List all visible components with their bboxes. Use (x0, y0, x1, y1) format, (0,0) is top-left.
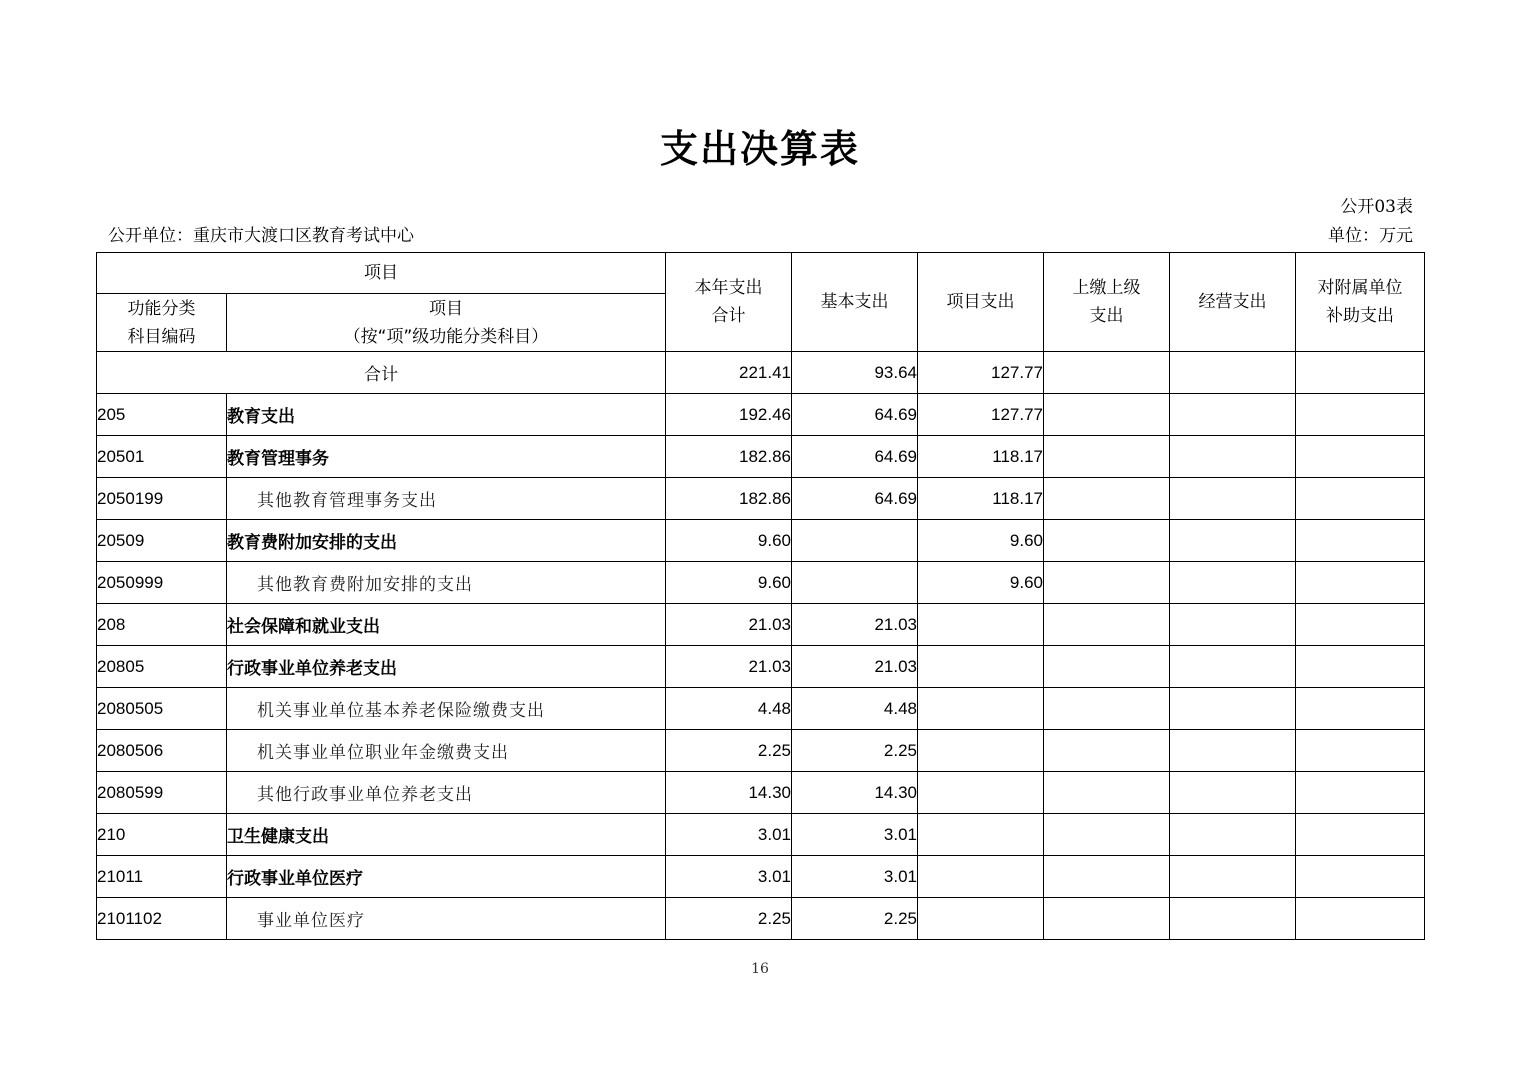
total-cell: 182.86 (666, 478, 792, 520)
header-project: 项目 (97, 253, 666, 294)
basic-cell: 4.48 (792, 688, 918, 730)
table-row (97, 562, 1425, 604)
oper-cell (1170, 898, 1296, 940)
code-cell: 210 (97, 814, 227, 856)
header-name: 项目 （按“项”级功能分类科目） (227, 294, 666, 352)
code-cell: 20501 (97, 436, 227, 478)
expenditure-table (96, 252, 1425, 940)
proj-cell (918, 604, 1044, 646)
total-cell: 3.01 (666, 856, 792, 898)
proj-cell (918, 856, 1044, 898)
code-cell: 2050199 (97, 478, 227, 520)
proj-cell: 118.17 (918, 436, 1044, 478)
proj-cell (918, 898, 1044, 940)
basic-cell: 64.69 (792, 436, 918, 478)
upper-cell (1044, 688, 1170, 730)
sub-cell (1296, 688, 1425, 730)
name-cell: 机关事业单位职业年金缴费支出 (227, 730, 666, 772)
oper-cell (1170, 856, 1296, 898)
name-cell: 机关事业单位基本养老保险缴费支出 (227, 688, 666, 730)
code-cell: 205 (97, 394, 227, 436)
total-upper (1044, 352, 1170, 394)
code-cell: 20805 (97, 646, 227, 688)
table-header (97, 253, 1425, 352)
table-row (97, 478, 1425, 520)
total-cell: 2.25 (666, 898, 792, 940)
upper-cell (1044, 604, 1170, 646)
oper-cell (1170, 604, 1296, 646)
total-cell: 21.03 (666, 646, 792, 688)
form-number: 公开03表 (1340, 197, 1413, 217)
table-row (97, 604, 1425, 646)
total-cell: 14.30 (666, 772, 792, 814)
sub-cell (1296, 646, 1425, 688)
table-row (97, 814, 1425, 856)
table-row (97, 436, 1425, 478)
name-cell: 教育支出 (227, 394, 666, 436)
total-total: 221.41 (666, 352, 792, 394)
basic-cell: 2.25 (792, 898, 918, 940)
table-row (97, 772, 1425, 814)
sub-cell (1296, 394, 1425, 436)
basic-cell: 21.03 (792, 646, 918, 688)
total-cell: 192.46 (666, 394, 792, 436)
name-cell: 事业单位医疗 (227, 898, 666, 940)
header-sub: 对附属单位 补助支出 (1296, 253, 1425, 352)
oper-cell (1170, 646, 1296, 688)
table-row (97, 520, 1425, 562)
basic-cell: 64.69 (792, 394, 918, 436)
name-cell: 其他教育管理事务支出 (227, 478, 666, 520)
header-proj: 项目支出 (918, 253, 1044, 352)
basic-cell: 3.01 (792, 856, 918, 898)
table-row (97, 856, 1425, 898)
total-row (97, 352, 1425, 394)
upper-cell (1044, 730, 1170, 772)
sub-cell (1296, 856, 1425, 898)
table-row (97, 394, 1425, 436)
header-upper: 上缴上级 支出 (1044, 253, 1170, 352)
name-cell: 教育管理事务 (227, 436, 666, 478)
upper-cell (1044, 856, 1170, 898)
total-cell: 4.48 (666, 688, 792, 730)
table-row (97, 730, 1425, 772)
header-total: 本年支出 合计 (666, 253, 792, 352)
sub-cell (1296, 730, 1425, 772)
oper-cell (1170, 394, 1296, 436)
basic-cell: 64.69 (792, 478, 918, 520)
code-cell: 2050999 (97, 562, 227, 604)
reporting-unit: 公开单位：重庆市大渡口区教育考试中心 (108, 226, 414, 246)
sub-cell (1296, 520, 1425, 562)
name-cell: 其他行政事业单位养老支出 (227, 772, 666, 814)
total-cell: 182.86 (666, 436, 792, 478)
total-cell: 2.25 (666, 730, 792, 772)
basic-cell: 14.30 (792, 772, 918, 814)
upper-cell (1044, 478, 1170, 520)
total-sub (1296, 352, 1425, 394)
table-row (97, 646, 1425, 688)
total-cell: 9.60 (666, 562, 792, 604)
basic-cell (792, 562, 918, 604)
code-cell: 2080505 (97, 688, 227, 730)
code-cell: 20509 (97, 520, 227, 562)
proj-cell: 9.60 (918, 520, 1044, 562)
upper-cell (1044, 898, 1170, 940)
code-cell: 2080506 (97, 730, 227, 772)
proj-cell (918, 646, 1044, 688)
upper-cell (1044, 772, 1170, 814)
name-cell: 卫生健康支出 (227, 814, 666, 856)
name-cell: 行政事业单位养老支出 (227, 646, 666, 688)
total-cell: 3.01 (666, 814, 792, 856)
proj-cell (918, 772, 1044, 814)
proj-cell (918, 730, 1044, 772)
sub-cell (1296, 898, 1425, 940)
sub-cell (1296, 772, 1425, 814)
total-oper (1170, 352, 1296, 394)
sub-cell (1296, 436, 1425, 478)
code-cell: 21011 (97, 856, 227, 898)
sub-cell (1296, 478, 1425, 520)
basic-cell (792, 520, 918, 562)
total-cell: 9.60 (666, 520, 792, 562)
total-basic: 93.64 (792, 352, 918, 394)
basic-cell: 3.01 (792, 814, 918, 856)
oper-cell (1170, 772, 1296, 814)
basic-cell: 2.25 (792, 730, 918, 772)
proj-cell: 9.60 (918, 562, 1044, 604)
proj-cell: 127.77 (918, 394, 1044, 436)
table-row (97, 688, 1425, 730)
basic-cell: 21.03 (792, 604, 918, 646)
sub-cell (1296, 562, 1425, 604)
proj-cell (918, 814, 1044, 856)
oper-cell (1170, 814, 1296, 856)
header-oper: 经营支出 (1170, 253, 1296, 352)
name-cell: 行政事业单位医疗 (227, 856, 666, 898)
upper-cell (1044, 562, 1170, 604)
upper-cell (1044, 436, 1170, 478)
page-number: 16 (751, 961, 769, 977)
table-row (97, 898, 1425, 940)
upper-cell (1044, 814, 1170, 856)
upper-cell (1044, 520, 1170, 562)
header-code: 功能分类 科目编码 (97, 294, 227, 352)
total-cell: 21.03 (666, 604, 792, 646)
oper-cell (1170, 478, 1296, 520)
code-cell: 2101102 (97, 898, 227, 940)
oper-cell (1170, 562, 1296, 604)
page-title: 支出决算表 (659, 127, 860, 171)
name-cell: 其他教育费附加安排的支出 (227, 562, 666, 604)
total-proj: 127.77 (918, 352, 1044, 394)
upper-cell (1044, 646, 1170, 688)
code-cell: 2080599 (97, 772, 227, 814)
oper-cell (1170, 730, 1296, 772)
table-body (97, 352, 1425, 940)
total-label: 合计 (97, 352, 666, 394)
money-unit: 单位：万元 (1328, 226, 1413, 246)
oper-cell (1170, 688, 1296, 730)
oper-cell (1170, 520, 1296, 562)
oper-cell (1170, 436, 1296, 478)
sub-cell (1296, 814, 1425, 856)
name-cell: 社会保障和就业支出 (227, 604, 666, 646)
code-cell: 208 (97, 604, 227, 646)
header-basic: 基本支出 (792, 253, 918, 352)
sub-cell (1296, 604, 1425, 646)
name-cell: 教育费附加安排的支出 (227, 520, 666, 562)
proj-cell: 118.17 (918, 478, 1044, 520)
upper-cell (1044, 394, 1170, 436)
proj-cell (918, 688, 1044, 730)
